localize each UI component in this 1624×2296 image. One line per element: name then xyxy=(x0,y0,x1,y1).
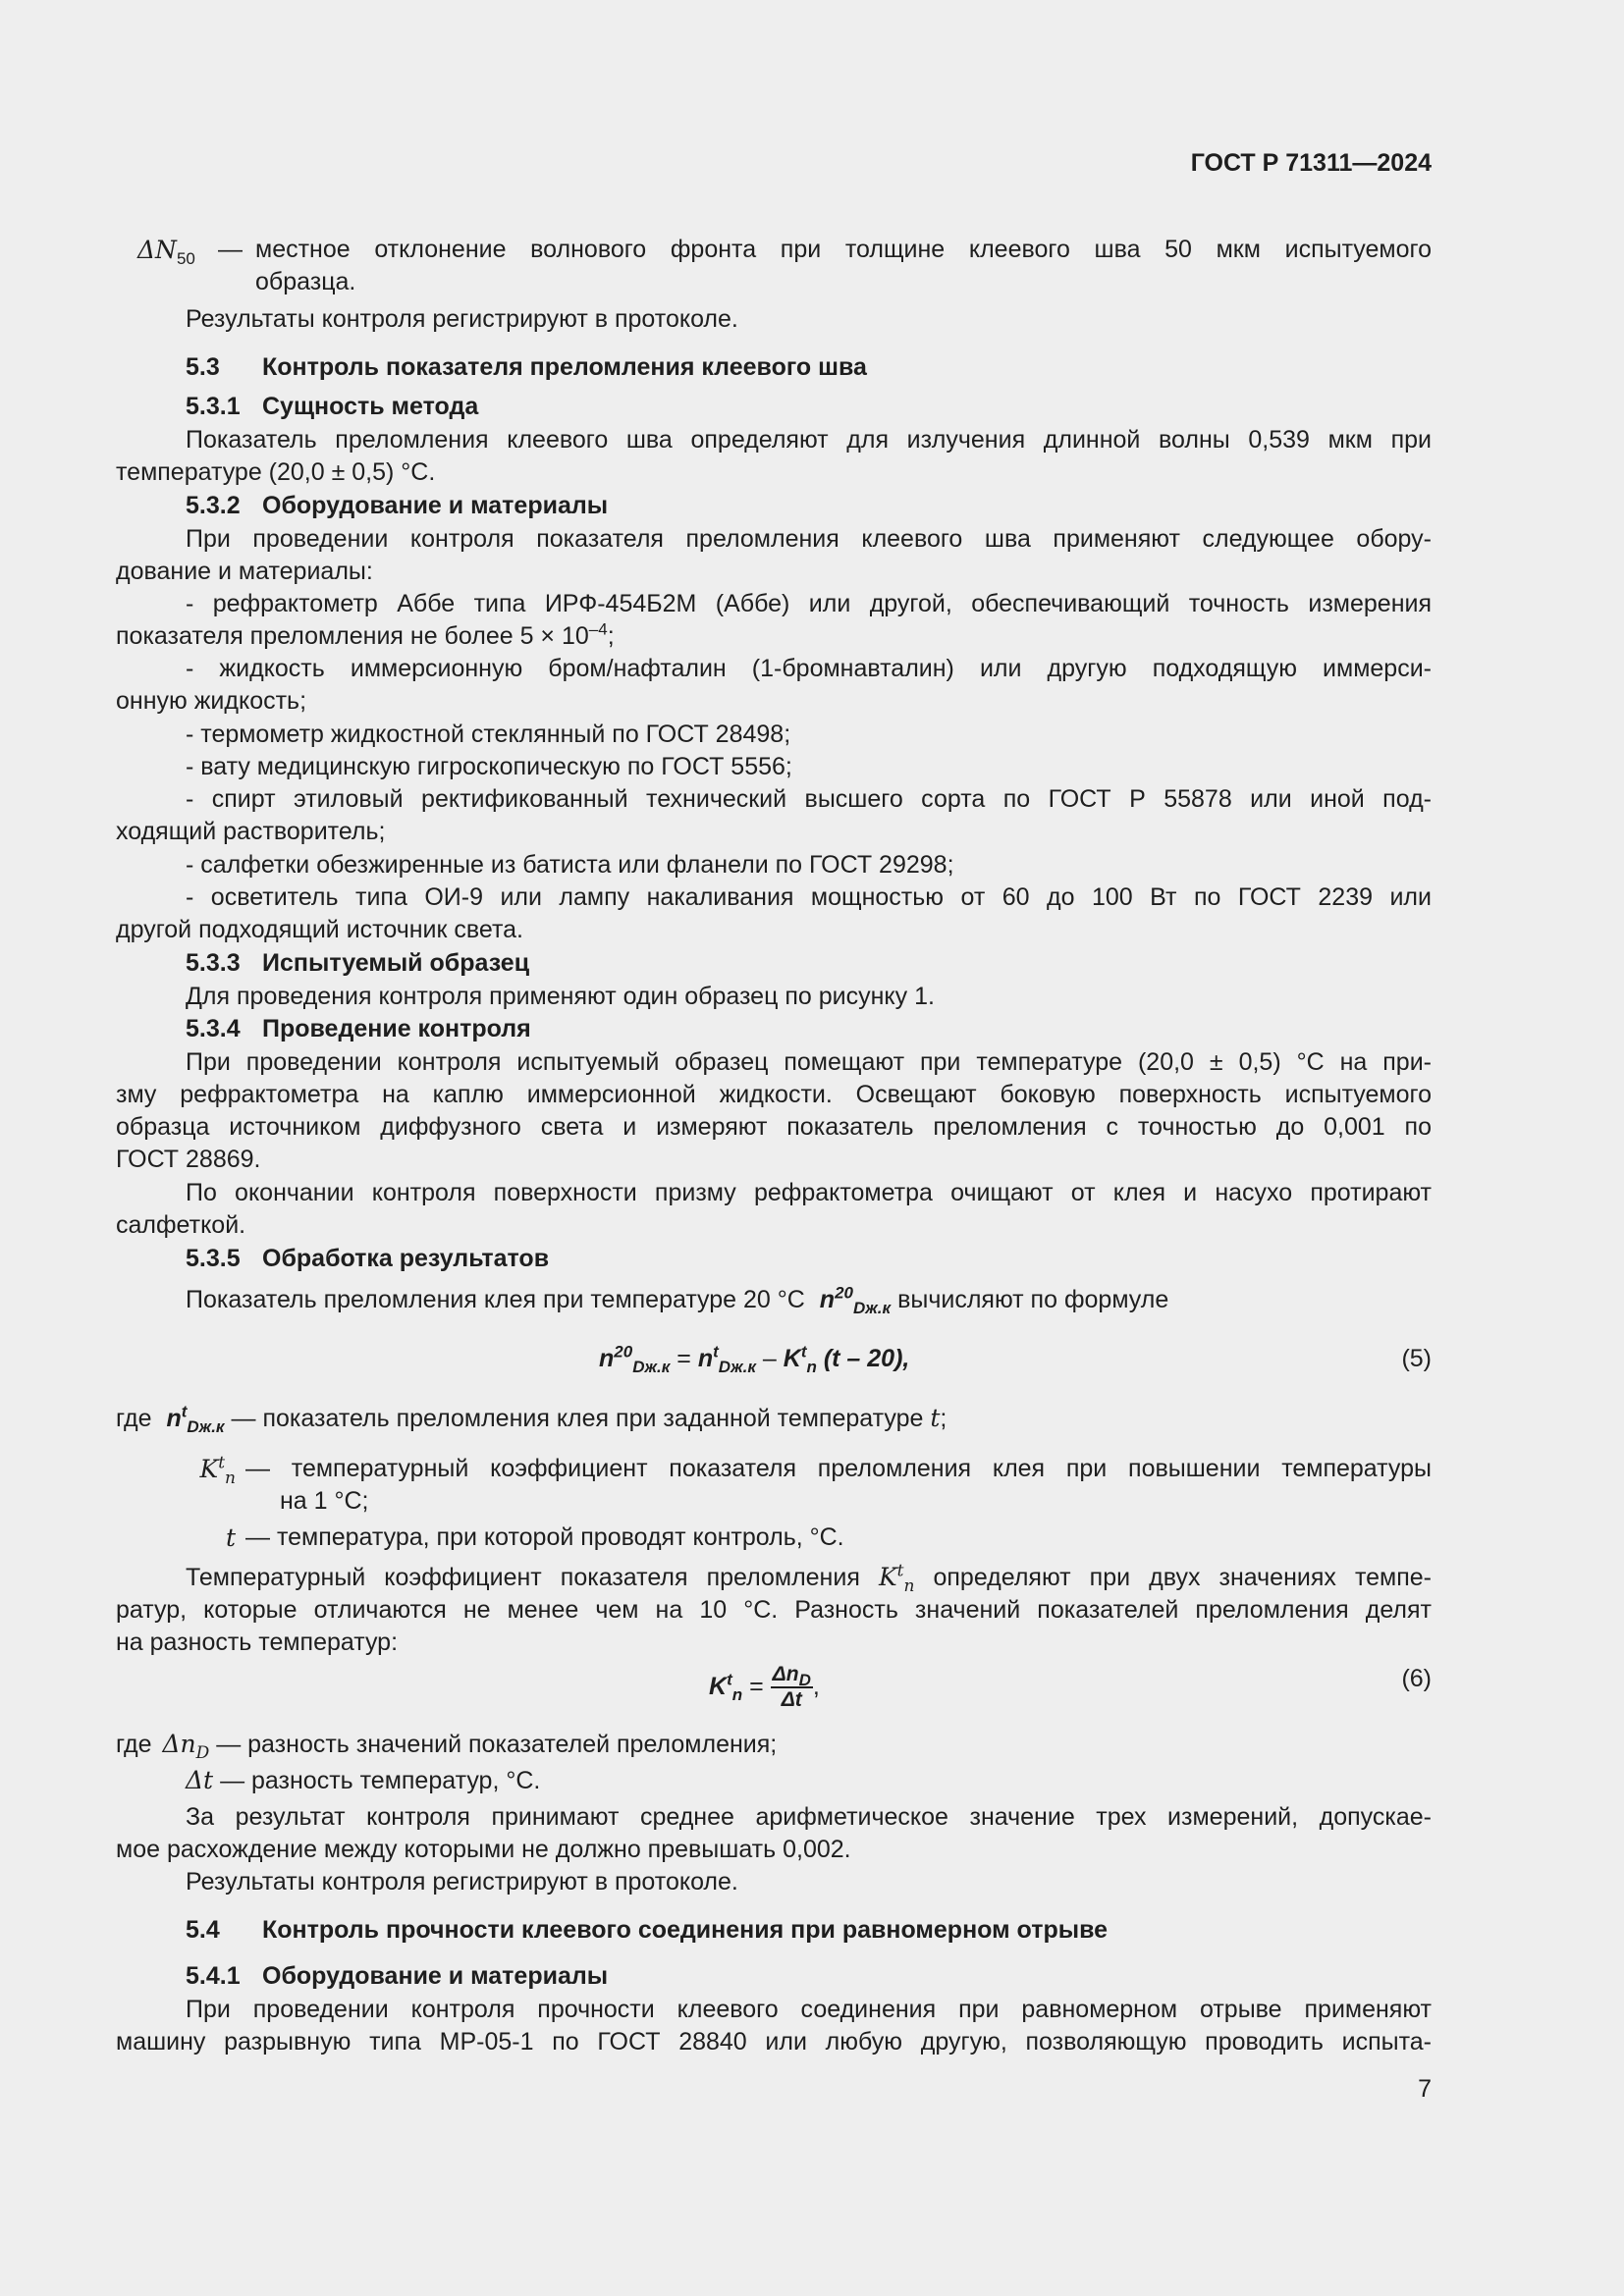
paragraph: Показатель преломления клеевого шва определяют для излучения длинной волны 0,539 мкм при xyxy=(186,426,1432,454)
list-item-cont: показателя преломления не более $5 \times 10^{-4}$; xyxy=(116,619,615,650)
section-heading-5-3: 5.3 Контроль показателя преломления клеевого шва xyxy=(186,353,867,381)
list-item-cont: другой подходящий источник света. xyxy=(116,916,523,943)
paragraph: Показатель преломления клея при температуре 20 °С $n^{20}_{Dж.к}$ вычисляют по формуле xyxy=(186,1283,1169,1317)
page-number: 7 xyxy=(1418,2075,1432,2103)
section-heading-5-3-1: 5.3.1 Сущность метода xyxy=(186,393,479,420)
list-item-cont: онную жидкость; xyxy=(116,687,307,715)
section-heading-5-3-5: 5.3.5 Обработка результатов xyxy=(186,1245,550,1272)
where-label: где $\Delta n_D$ — разность значений показателей преломления; xyxy=(116,1730,778,1763)
paragraph-cont: температуре (20,0 ± 0,5) °С. xyxy=(116,458,436,486)
symbol-n20-dzk: $n^{20}_{Dж.к}$ xyxy=(819,1283,892,1317)
paragraph-cont: зму рефрактометра на каплю иммерсионной жидкости. Освещают боковую поверхность испытуемого xyxy=(116,1081,1432,1108)
formula-6: $K^t_n$ = $\frac{\Delta n_D}{\Delta t}$ , xyxy=(709,1663,820,1712)
paragraph-cont: на разность температур: xyxy=(116,1629,399,1656)
paragraph-cont: ГОСТ 28869. xyxy=(116,1146,261,1173)
paragraph-cont: машину разрывную типа МР-05-1 по ГОСТ 28840 или любую другую, позволяющую проводить испыта- xyxy=(116,2028,1432,2056)
paragraph: При проведении контроля испытуемый образец помещают при температуре (20,0 ± 0,5) °С на при- xyxy=(186,1048,1432,1076)
definition-text-cont: на 1 °С; xyxy=(280,1487,369,1515)
paragraph-cont: ратур, которые отличаются не менее чем на 10 °С. Разность значений показателей преломления делят xyxy=(116,1596,1432,1624)
section-heading-5-3-3: 5.3.3 Испытуемый образец xyxy=(186,949,530,977)
paragraph-cont: дование и материалы: xyxy=(116,558,373,585)
paragraph: Температурный коэффициент показателя преломления $K^t_n$ определяют при двух значениях темпе- xyxy=(186,1561,1432,1596)
definition-text: — температурный коэффициент показателя преломления клея при повышении температуры xyxy=(245,1455,1432,1482)
list-item: - рефрактометр Аббе типа ИРФ-454Б2М (Аббе) или другой, обеспечивающий точность измерения xyxy=(186,590,1432,617)
symbol-t: t xyxy=(225,1523,236,1552)
paragraph-cont: мое расхождение между которыми не должно превышать 0,002. xyxy=(116,1836,851,1863)
paragraph: Результаты контроля регистрируют в протоколе. xyxy=(186,305,738,333)
document-number-header: ГОСТ Р 71311—2024 xyxy=(1190,149,1432,177)
list-item-cont: ходящий растворитель; xyxy=(116,818,386,845)
definition-text: местное отклонение волнового фронта при толщине клеевого шва 50 мкм испытуемого xyxy=(255,236,1432,263)
formula-number-5: (5) xyxy=(1401,1345,1432,1372)
list-item: - вату медицинскую гигроскопическую по ГОСТ 5556; xyxy=(186,753,792,780)
paragraph: Для проведения контроля применяют один образец по рисунку 1. xyxy=(186,983,935,1010)
section-heading-5-3-4: 5.3.4 Проведение контроля xyxy=(186,1015,531,1042)
section-heading-5-4-1: 5.4.1 Оборудование и материалы xyxy=(186,1962,609,1990)
paragraph-cont: салфеткой. xyxy=(116,1211,246,1239)
paragraph-cont: образца источником диффузного света и измеряют показатель преломления с точностью до 0,001 по xyxy=(116,1113,1432,1141)
paragraph: При проведении контроля показателя преломления клеевого шва применяют следующее обору- xyxy=(186,525,1432,553)
formula-number-6: (6) xyxy=(1401,1665,1432,1692)
paragraph: При проведении контроля прочности клеевого соединения при равномерном отрыве применяют xyxy=(186,1996,1432,2023)
list-item: - жидкость иммерсионную бром/нафталин (1-бромнавталин) или другую подходящую иммерси- xyxy=(186,655,1432,682)
list-item: - салфетки обезжиренные из батиста или фланели по ГОСТ 29298; xyxy=(186,851,954,879)
paragraph: За результат контроля принимают среднее арифметическое значение трех измерений, допускае- xyxy=(186,1803,1432,1831)
section-heading-5-4: 5.4 Контроль прочности клеевого соединения при равномерном отрыве xyxy=(186,1916,1109,1944)
symbol-k-n-t: $K^t_n$ xyxy=(199,1453,236,1488)
list-item: - термометр жидкостной стеклянный по ГОСТ 28498; xyxy=(186,721,791,748)
definition-text: — температура, при которой проводят контроль, °С. xyxy=(245,1523,844,1551)
list-item: - осветитель типа ОИ-9 или лампу накаливания мощностью от 60 до 100 Вт по ГОСТ 2239 или xyxy=(186,883,1432,911)
paragraph: Результаты контроля регистрируют в протоколе. xyxy=(186,1868,738,1896)
definition-text-cont: образца. xyxy=(255,268,356,295)
formula-5: $n^{20}_{Dж.к} = n^t_{Dж.к} - K^t_n$ (t – 20), xyxy=(599,1342,910,1376)
definition-dash: — xyxy=(218,236,243,263)
paragraph: По окончании контроля поверхности призму рефрактометра очищают от клея и насухо протирают xyxy=(186,1179,1432,1206)
list-item: - спирт этиловый ректификованный технический высшего сорта по ГОСТ Р 55878 или иной под- xyxy=(186,785,1432,813)
where-label: где $n^t_{Dж.к}$ — показатель преломления клея при заданной температуре t; xyxy=(116,1402,947,1436)
section-heading-5-3-2: 5.3.2 Оборудование и материалы xyxy=(186,492,609,519)
definition-text: Δt — разность температур, °С. xyxy=(186,1766,541,1794)
symbol-delta-n50: $\Delta N_{50}$ xyxy=(137,236,195,268)
